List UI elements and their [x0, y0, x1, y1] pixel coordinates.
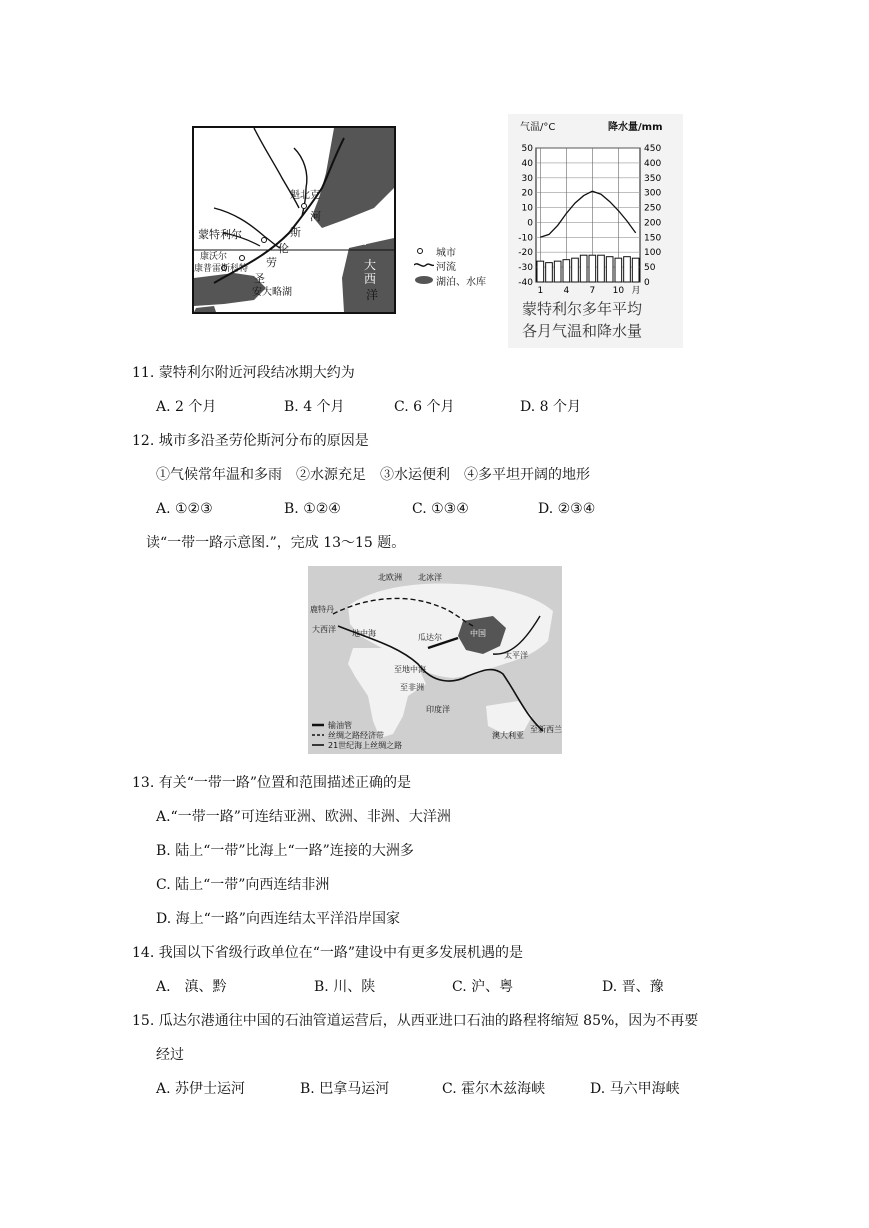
label-lun: 伦	[278, 242, 289, 255]
month-tick-label: 7	[589, 286, 596, 296]
br-rotterdam: 鹿特丹	[310, 605, 334, 614]
br-gwadar: 瓜达尔	[418, 633, 442, 642]
br-legend-belt: 丝绸之路经济带	[328, 731, 384, 740]
label-he: 河	[310, 210, 321, 223]
temp-tick-label: 20	[521, 188, 533, 199]
br-to-africa: 至非洲	[400, 683, 424, 692]
precip-bar	[615, 258, 622, 282]
q14-option-a[interactable]: A. 滇、黔	[156, 979, 227, 995]
label-si: 斯	[290, 226, 301, 239]
precip-tick-label: 300	[644, 188, 662, 199]
q13-stem: 13. 有关“一带一路”位置和范围描述正确的是	[132, 775, 412, 791]
q12-option-b[interactable]: B. ①②④	[284, 501, 341, 517]
label-quebec: 魁北克	[290, 190, 320, 201]
label-lao: 劳	[266, 256, 277, 269]
br-med: 地中海	[352, 629, 376, 638]
label-kangwo: 康沃尔	[200, 252, 228, 262]
br-nz: 至新西兰	[530, 725, 562, 734]
q11-option-a[interactable]: A. 2 个月	[156, 399, 217, 415]
temp-tick-label: -40	[518, 278, 533, 288]
map1-legend-symbols	[414, 246, 434, 296]
br-indian: 印度洋	[426, 705, 450, 714]
precip-tick-label: 350	[644, 173, 662, 184]
br-legend-pipe: 输油管	[328, 721, 352, 730]
precip-tick-label: 0	[644, 278, 650, 288]
month-tick-label: 1	[537, 286, 544, 296]
label-atlantic-2: 西	[364, 272, 377, 286]
temp-tick-label: 10	[521, 203, 533, 214]
precip-axis-label: 降水量/mm	[608, 122, 663, 133]
legend-river: 河流	[436, 262, 456, 273]
q11-option-d[interactable]: D. 8 个月	[520, 399, 581, 415]
precip-bar	[554, 261, 561, 282]
br-legend-road: 21世纪海上丝绸之路	[328, 741, 403, 750]
label-atlantic-1: 大	[364, 258, 377, 272]
precip-bar	[537, 261, 544, 282]
temp-axis-label: 气温/°C	[520, 122, 556, 133]
q12-option-c[interactable]: C. ①③④	[412, 501, 469, 517]
precip-tick-label: 250	[644, 203, 662, 214]
q15-option-c[interactable]: C. 霍尔木兹海峡	[442, 1081, 546, 1097]
q13-option-b[interactable]: B. 陆上“一带”比海上“一路”连接的大洲多	[156, 843, 414, 859]
label-sheng: 圣	[254, 272, 265, 285]
q12-option-a[interactable]: A. ①②③	[156, 501, 213, 517]
br-atlantic: 大西洋	[312, 625, 336, 634]
chart-caption-2: 各月气温和降水量	[522, 322, 643, 340]
precip-bar	[546, 263, 553, 282]
intro-13-15: 读“一带一路示意图.”，完成 13～15 题。	[146, 535, 406, 551]
precip-tick-label: 400	[644, 158, 662, 169]
label-kingston: 康普雷斯科特	[194, 264, 249, 274]
temp-tick-label: -20	[518, 248, 533, 259]
temp-tick-label: -30	[518, 263, 533, 274]
q12-items: ①气候常年温和多雨 ②水源充足 ③水运便利 ④多平坦开阔的地形	[156, 467, 590, 483]
q13-option-c[interactable]: C. 陆上“一带”向西连结非洲	[156, 877, 330, 893]
br-pacific: 太平洋	[504, 651, 528, 660]
st-lawrence-map	[192, 126, 396, 314]
label-latitude: 45°N	[344, 238, 367, 248]
precip-bar	[563, 260, 570, 282]
q11-option-b[interactable]: B. 4 个月	[284, 399, 345, 415]
precip-bar	[606, 257, 613, 282]
br-arctic: 北冰洋	[418, 573, 442, 582]
precip-bar	[598, 255, 605, 282]
q11-stem: 11. 蒙特利尔附近河段结冰期大约为	[132, 365, 355, 381]
temp-tick-label: 0	[527, 218, 533, 229]
br-north-europe: 北欧洲	[378, 573, 402, 582]
precip-tick-label: 50	[644, 263, 656, 274]
precip-bar	[632, 258, 639, 282]
q13-option-a[interactable]: A.“一带一路”可连结亚洲、欧洲、非洲、大洋洲	[156, 809, 451, 825]
temp-tick-label: 30	[521, 173, 533, 184]
q14-stem: 14. 我国以下省级行政单位在“一路”建设中有更多发展机遇的是	[132, 945, 524, 961]
temp-tick-label: -10	[518, 233, 533, 244]
q14-option-b[interactable]: B. 川、陕	[314, 979, 376, 995]
precip-bar	[580, 255, 587, 282]
label-montreal: 蒙特利尔	[198, 228, 242, 241]
month-tick-label: 月	[631, 286, 641, 296]
br-china: 中国	[470, 629, 486, 638]
q11-option-c[interactable]: C. 6 个月	[394, 399, 455, 415]
precip-bar	[572, 258, 579, 282]
label-atlantic-3: 洋	[366, 288, 379, 302]
belt-road-map	[308, 566, 562, 754]
precip-tick-label: 200	[644, 218, 662, 229]
q15-option-b[interactable]: B. 巴拿马运河	[300, 1081, 390, 1097]
map1-legend	[412, 244, 502, 294]
legend-city: 城市	[436, 248, 456, 259]
month-tick-label: 10	[612, 286, 625, 296]
q12-stem: 12. 城市多沿圣劳伦斯河分布的原因是	[132, 433, 369, 449]
climate-chart	[508, 114, 683, 348]
label-ontario: 安大略湖	[252, 287, 292, 298]
precip-bar	[589, 255, 596, 282]
br-aus: 澳大利亚	[492, 731, 524, 740]
month-tick-label: 4	[563, 286, 570, 296]
q14-option-c[interactable]: C. 沪、粤	[452, 979, 514, 995]
br-to-med: 至地中海	[394, 665, 426, 674]
precip-tick-label: 450	[644, 144, 662, 154]
temp-tick-label: 40	[521, 158, 533, 169]
precip-bar	[624, 257, 631, 282]
q15-option-a[interactable]: A. 苏伊士运河	[156, 1081, 246, 1097]
temp-tick-label: 50	[521, 144, 533, 154]
q15-stem: 15. 瓜达尔港通往中国的石油管道运营后，从西亚进口石油的路程将缩短 85%，因为不再要	[132, 1013, 699, 1029]
precip-tick-label: 150	[644, 233, 662, 244]
precip-tick-label: 100	[644, 248, 662, 259]
q15-option-d[interactable]: D. 马六甲海峡	[590, 1081, 680, 1097]
q15-stem-cont: 经过	[156, 1047, 184, 1063]
q13-option-d[interactable]: D. 海上“一路”向西连结太平洋沿岸国家	[156, 911, 400, 927]
q14-option-d[interactable]: D. 晋、豫	[602, 979, 664, 995]
q12-option-d[interactable]: D. ②③④	[538, 501, 596, 517]
legend-lake: 湖泊、水库	[436, 277, 486, 288]
chart-caption-1: 蒙特利尔多年平均	[522, 300, 643, 318]
